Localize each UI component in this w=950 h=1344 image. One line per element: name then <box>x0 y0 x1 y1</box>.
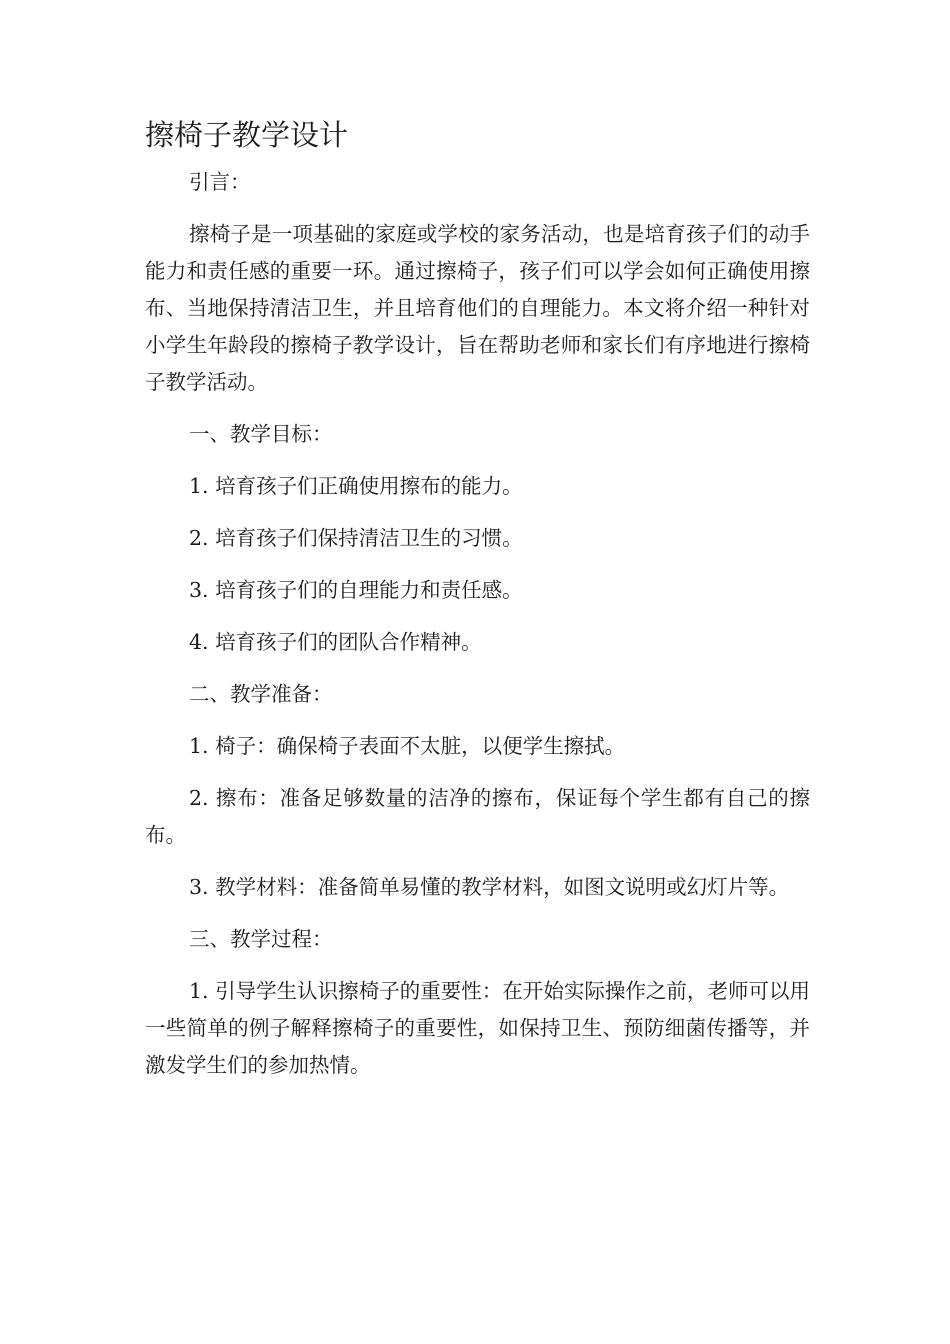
goal-item: 2. 培育孩子们保持清洁卫生的习惯。 <box>189 526 523 550</box>
document-body <box>145 112 810 1084</box>
intro-paragraph: 擦椅子是一项基础的家庭或学校的家务活动，也是培育孩子们的动手能力和责任感的重要一环。通过擦椅子，孩子们可以学会如何正确使用擦布、当地保持清洁卫生，并且培育他们的自理能力。本文将介绍一种针对小学生年龄段的擦椅子教学设计，旨在帮助老师和家长们有序地进行擦椅子教学活动。 <box>145 222 810 394</box>
goal-item: 1. 培育孩子们正确使用擦布的能力。 <box>189 474 523 498</box>
section-heading-preparation: 二、教学准备： <box>189 682 333 706</box>
goal-item: 3. 培育孩子们的自理能力和责任感。 <box>189 578 523 602</box>
document-title: 擦椅子教学设计 <box>145 118 349 152</box>
section-heading-process: 三、教学过程： <box>189 927 333 951</box>
preparation-item: 3. 教学材料：准备简单易懂的教学材料，如图文说明或幻灯片等。 <box>189 875 790 899</box>
intro-heading: 引言： <box>189 170 251 194</box>
preparation-item: 2. 擦布：准备足够数量的洁净的擦布，保证每个学生都有自己的擦布。 <box>145 786 810 847</box>
process-item: 1. 引导学生认识擦椅子的重要性：在开始实际操作之前，老师可以用一些简单的例子解释擦椅子的重要性，如保持卫生、预防细菌传播等，并激发学生们的参加热情。 <box>145 979 810 1077</box>
section-heading-goals: 一、教学目标： <box>189 422 333 446</box>
goal-item: 4. 培育孩子们的团队合作精神。 <box>189 630 482 654</box>
preparation-item: 1. 椅子：确保椅子表面不太脏，以便学生擦拭。 <box>189 734 626 758</box>
